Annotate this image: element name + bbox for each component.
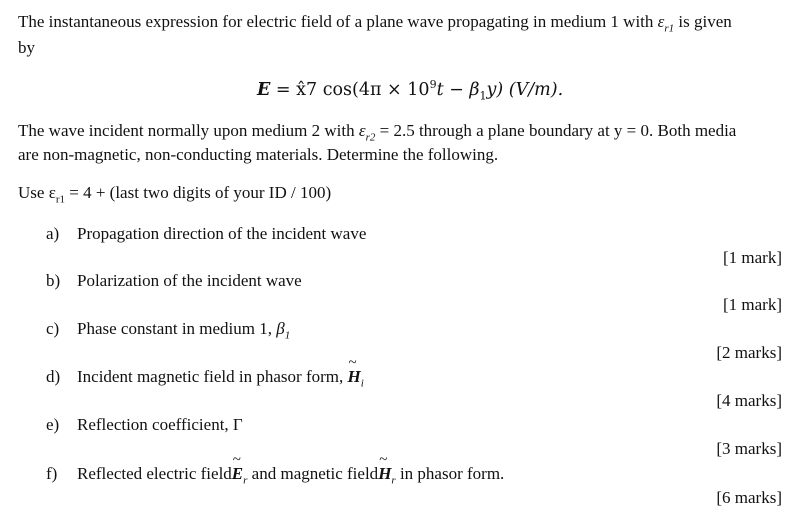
question-e-label: e)	[46, 415, 60, 434]
question-e-text: Reflection coefficient, Γ	[77, 415, 243, 434]
h-reflected-phasor-symbol: ~ $H_r$	[378, 464, 396, 483]
use-sub: r1	[55, 193, 65, 206]
use-instruction	[18, 183, 332, 206]
question-d-body: Incident magnetic field in phasor form,	[77, 367, 344, 386]
question-d-label: d)	[46, 367, 61, 386]
para2-text-b: = 2.5 through a plane boundary at y = 0. Both media	[379, 121, 737, 140]
question-a-marks: [1 mark]	[722, 248, 782, 267]
question-d-marks: [4 marks]	[716, 391, 782, 410]
question-f-text	[77, 464, 505, 487]
equation-rhs-3: y) (V/m).	[486, 80, 564, 100]
h-incident-phasor-symbol: ~ $H_i$	[348, 367, 364, 386]
question-b-marks: [1 mark]	[722, 295, 782, 314]
equation-lhs: E	[257, 80, 271, 100]
intro-line-2: by	[18, 38, 35, 57]
wave-equation	[257, 78, 564, 103]
question-f-body-a: Reflected electric field	[77, 464, 232, 483]
question-f-label: f)	[46, 464, 58, 483]
question-c-text	[77, 319, 291, 342]
intro-text: The instantaneous expression for electric field of a plane wave propagating in medium 1 with	[18, 12, 654, 31]
para2-text-a: The wave incident normally upon medium 2 with	[18, 121, 355, 140]
para2-line-2: are non-magnetic, non-conducting materials. Determine the following.	[18, 145, 499, 164]
question-d-text	[77, 367, 364, 390]
question-a-text: Propagation direction of the incident wave	[77, 224, 367, 243]
question-a-label: a)	[46, 224, 60, 243]
epsilon-r2-symbol: $\varepsilon_{r2}$	[358, 121, 376, 144]
question-c-body: Phase constant in medium 1,	[77, 319, 273, 338]
question-f-marks: [6 marks]	[716, 488, 782, 507]
use-suffix: = 4 + (last two digits of your ID / 100)	[69, 183, 332, 202]
para2-line-1	[18, 121, 737, 144]
e-reflected-phasor-symbol: ~ $E_r$	[232, 464, 248, 483]
question-b-text: Polarization of the incident wave	[77, 271, 302, 290]
equation-rhs: = x̂7 cos(4π × 10	[275, 80, 430, 100]
question-b-label: b)	[46, 271, 61, 290]
epsilon-r1-symbol: $\varepsilon_{r1}$	[657, 12, 675, 35]
intro-line-1	[18, 12, 732, 35]
question-f-body-c: in phasor form.	[399, 464, 505, 483]
equation-exponent: 9	[429, 78, 437, 92]
beta-symbol: $\beta_1$	[276, 319, 291, 342]
equation-beta-sub: 1	[479, 89, 487, 103]
question-f-body-b: and magnetic field	[251, 464, 379, 483]
question-c-label: c)	[46, 319, 60, 338]
equation-rhs-2: t − β	[436, 80, 480, 100]
intro-text-end: is given	[678, 12, 732, 31]
use-prefix: Use ε	[18, 183, 56, 202]
question-e-marks: [3 marks]	[716, 439, 782, 458]
question-c-marks: [2 marks]	[716, 343, 782, 362]
